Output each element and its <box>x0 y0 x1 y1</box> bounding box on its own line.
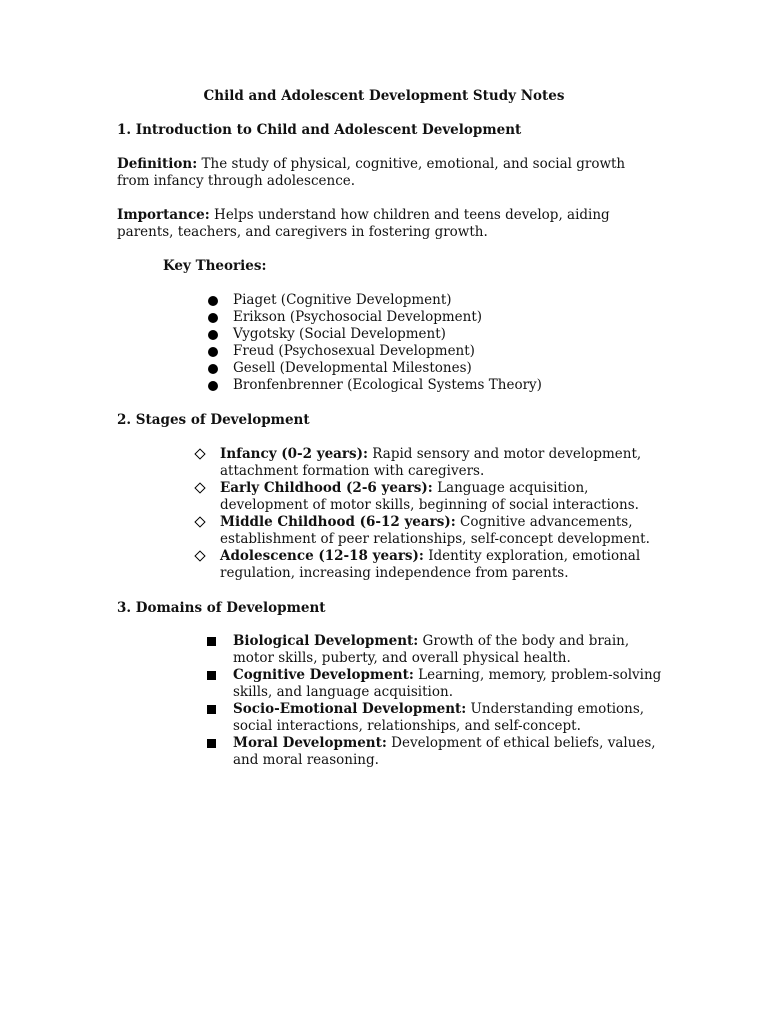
importance-paragraph <box>117 207 657 241</box>
bullet-square-icon <box>207 739 216 748</box>
list-item: Vygotsky (Social Development) <box>233 326 673 343</box>
list-item: Piaget (Cognitive Development) <box>233 292 673 309</box>
list-item: Freud (Psychosexual Development) <box>233 343 673 360</box>
bullet-square-icon <box>207 637 216 646</box>
bullet-square-icon <box>207 671 216 680</box>
list-item: Middle Childhood (6-12 years): Cognitive advancements, establishment of peer relationships, self-concept development. <box>220 514 650 548</box>
domains-list <box>233 633 663 769</box>
bullet-dot-icon <box>208 330 218 340</box>
definition-label: Definition: <box>117 156 198 172</box>
bullet-diamond-icon <box>194 482 205 493</box>
importance-label: Importance: <box>117 207 210 223</box>
list-item: Erikson (Psychosocial Development) <box>233 309 673 326</box>
bullet-dot-icon <box>208 364 218 374</box>
section-3-heading: 3. Domains of Development <box>117 600 326 616</box>
section-1-heading: 1. Introduction to Child and Adolescent Development <box>117 122 522 138</box>
definition-paragraph <box>117 156 657 190</box>
theories-list <box>233 292 673 394</box>
definition-text: The study of physical, cognitive, emotional, and social growth from infancy through adolescence. <box>117 156 626 189</box>
bullet-square-icon <box>207 705 216 714</box>
bullet-diamond-icon <box>194 516 205 527</box>
document-title: Child and Adolescent Development Study Notes <box>203 88 565 104</box>
bullet-dot-icon <box>208 347 218 357</box>
list-item: Moral Development: Development of ethical beliefs, values, and moral reasoning. <box>233 735 663 769</box>
bullet-diamond-icon <box>194 550 205 561</box>
bullet-diamond-icon <box>194 448 205 459</box>
stages-list <box>220 446 650 582</box>
bullet-dot-icon <box>208 381 218 391</box>
list-item: Gesell (Developmental Milestones) <box>233 360 673 377</box>
bullet-dot-icon <box>208 296 218 306</box>
list-item: Early Childhood (2-6 years): Language acquisition, development of motor skills, beginning of social interactions. <box>220 480 650 514</box>
bullet-dot-icon <box>208 313 218 323</box>
list-item: Biological Development: Growth of the body and brain, motor skills, puberty, and overall physical health. <box>233 633 663 667</box>
list-item: Bronfenbrenner (Ecological Systems Theory) <box>233 377 673 394</box>
key-theories-heading: Key Theories: <box>163 258 267 274</box>
list-item: Cognitive Development: Learning, memory, problem-solving skills, and language acquisition. <box>233 667 663 701</box>
section-2-heading: 2. Stages of Development <box>117 412 310 428</box>
list-item: Infancy (0-2 years): Rapid sensory and motor development, attachment formation with caregivers. <box>220 446 650 480</box>
importance-text: Helps understand how children and teens develop, aiding parents, teachers, and caregivers in fostering growth. <box>117 207 610 240</box>
list-item: Socio-Emotional Development: Understanding emotions, social interactions, relationships, and self-concept. <box>233 701 663 735</box>
list-item: Adolescence (12-18 years): Identity exploration, emotional regulation, increasing independence from parents. <box>220 548 650 582</box>
